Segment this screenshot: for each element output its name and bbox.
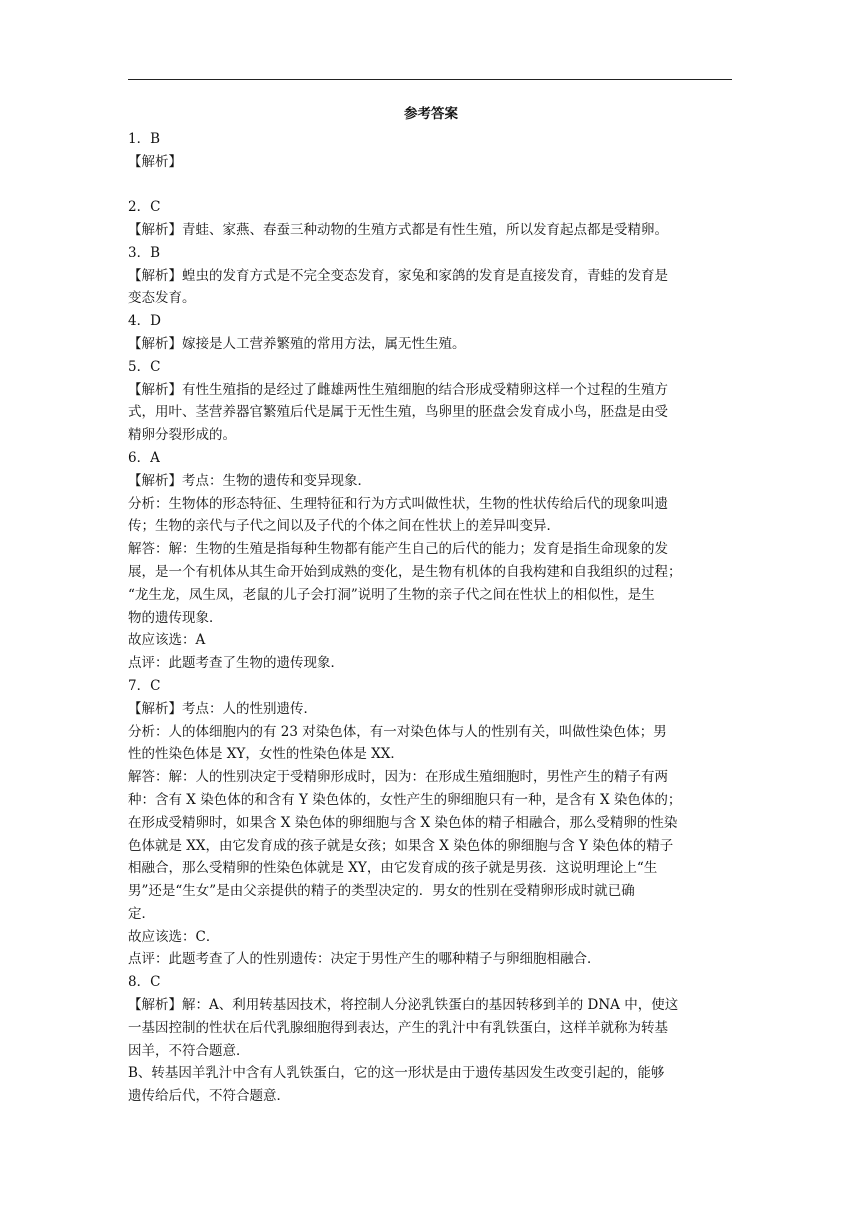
explanation-line: 变态发育。 xyxy=(128,290,196,307)
answer-number: 1．B xyxy=(128,130,161,147)
explanation-line: 【解析】青蛙、家燕、春蚕三种动物的生殖方式都是有性生殖，所以发育起点都是受精卵。 xyxy=(128,221,668,238)
explanation-line: 【解析】蝗虫的发育方式是不完全变态发育，家兔和家鸽的发育是直接发育，青蛙的发育是 xyxy=(128,267,668,284)
answer-item xyxy=(128,971,734,1108)
answer-item xyxy=(128,356,734,447)
answer-number: 2．C xyxy=(128,199,161,216)
explanation-line: 遗传给后代，不符合题意． xyxy=(128,1088,290,1105)
explanation-line: 性的性染色体是 XY，女性的性染色体是 XX． xyxy=(128,746,404,763)
explanation-line: 点评：此题考查了人的性别遗传：决定于男性产生的哪种精子与卵细胞相融合． xyxy=(128,951,601,968)
answer-item xyxy=(128,242,734,310)
blank-line xyxy=(128,173,734,196)
explanation-line: “龙生龙，凤生凤，老鼠的儿子会打洞”说明了生物的亲子代之间在性状上的相似性，是生 xyxy=(128,586,655,603)
explanation-line: 【解析】 xyxy=(128,153,182,170)
answer-number: 8．C xyxy=(128,974,161,991)
explanation-line: 因羊，不符合题意． xyxy=(128,1042,250,1059)
explanation-line: 在形成受精卵时，如果含 X 染色体的卵细胞与含 X 染色体的精子相融合，那么受精卵的性染 xyxy=(128,814,678,831)
explanation-line: 定． xyxy=(128,905,155,922)
explanation-line: 式，用叶、茎营养器官繁殖后代是属于无性生殖，鸟卵里的胚盘会发育成小鸟，胚盘是由受 xyxy=(128,404,668,421)
answer-item xyxy=(128,447,734,675)
explanation-line: 解答：解：生物的生殖是指每种生物都有能产生自己的后代的能力；发育是指生命现象的发 xyxy=(128,541,668,558)
answer-item xyxy=(128,196,734,242)
answer-item xyxy=(128,310,734,356)
answer-number: 4．D xyxy=(128,313,161,330)
explanation-line: 男”还是“生女”是由父亲提供的精子的类型决定的．男女的性别在受精卵形成时就已确 xyxy=(128,883,635,900)
explanation-line: 分析：人的体细胞内的有 23 对染色体，有一对染色体与人的性别有关，叫做性染色体；男 xyxy=(128,723,667,740)
explanation-line: 物的遗传现象． xyxy=(128,609,223,626)
explanation-line: 点评：此题考查了生物的遗传现象． xyxy=(128,655,344,672)
explanation-line: 故应该选：A xyxy=(128,632,206,649)
explanation-line: 展，是一个有机体从其生命开始到成熟的变化，是生物有机体的自我构建和自我组织的过程； xyxy=(128,563,682,580)
header-rule xyxy=(128,79,732,80)
explanation-line: 【解析】考点：人的性别遗传． xyxy=(128,700,317,717)
explanation-line: 传；生物的亲代与子代之间以及子代的个体之间在性状上的差异叫变异． xyxy=(128,518,560,535)
explanation-line: 一基因控制的性状在后代乳腺细胞得到表达，产生的乳汁中有乳铁蛋白，这样羊就称为转基 xyxy=(128,1019,668,1036)
answer-item xyxy=(128,675,734,971)
explanation-line: 【解析】嫁接是人工营养繁殖的常用方法，属无性生殖。 xyxy=(128,335,466,352)
explanation-line: 分析：生物体的形态特征、生理特征和行为方式叫做性状，生物的性状传给后代的现象叫遗 xyxy=(128,495,668,512)
answer-list xyxy=(128,128,734,1108)
answer-number: 5．C xyxy=(128,358,161,375)
explanation-line: 种：含有 X 染色体的和含有 Y 染色体的，女性产生的卵细胞只有一种，是含有 X 染色体的； xyxy=(128,791,682,808)
answer-number: 6．A xyxy=(128,449,160,466)
explanation-line: 解答：解：人的性别决定于受精卵形成时，因为：在形成生殖细胞时，男性产生的精子有两 xyxy=(128,769,668,786)
explanation-line: 【解析】解：A、利用转基因技术，将控制人分泌乳铁蛋白的基因转移到羊的 DNA 中，使这 xyxy=(128,997,679,1014)
explanation-line: 【解析】考点：生物的遗传和变异现象． xyxy=(128,472,371,489)
explanation-line: 【解析】有性生殖指的是经过了雌雄两性生殖细胞的结合形成受精卵这样一个过程的生殖方 xyxy=(128,381,668,398)
explanation-line: 色体就是 XX，由它发育成的孩子就是女孩；如果含 X 染色体的卵细胞与含 Y 染色体的精子 xyxy=(128,837,674,854)
page-title: 参考答案 xyxy=(404,106,458,122)
explanation-line: 精卵分裂形成的。 xyxy=(128,427,236,444)
answer-number: 3．B xyxy=(128,244,161,261)
explanation-line: 故应该选：C． xyxy=(128,928,220,945)
explanation-line: 相融合，那么受精卵的性染色体就是 XY，由它发育成的孩子就是男孩．这说明理论上“生 xyxy=(128,860,658,877)
answer-item xyxy=(128,128,734,196)
answer-content xyxy=(128,103,734,1108)
answer-number: 7．C xyxy=(128,677,161,694)
explanation-line: B、转基因羊乳汁中含有人乳铁蛋白，它的这一形状是由于遗传基因发生改变引起的，能够 xyxy=(128,1065,665,1082)
